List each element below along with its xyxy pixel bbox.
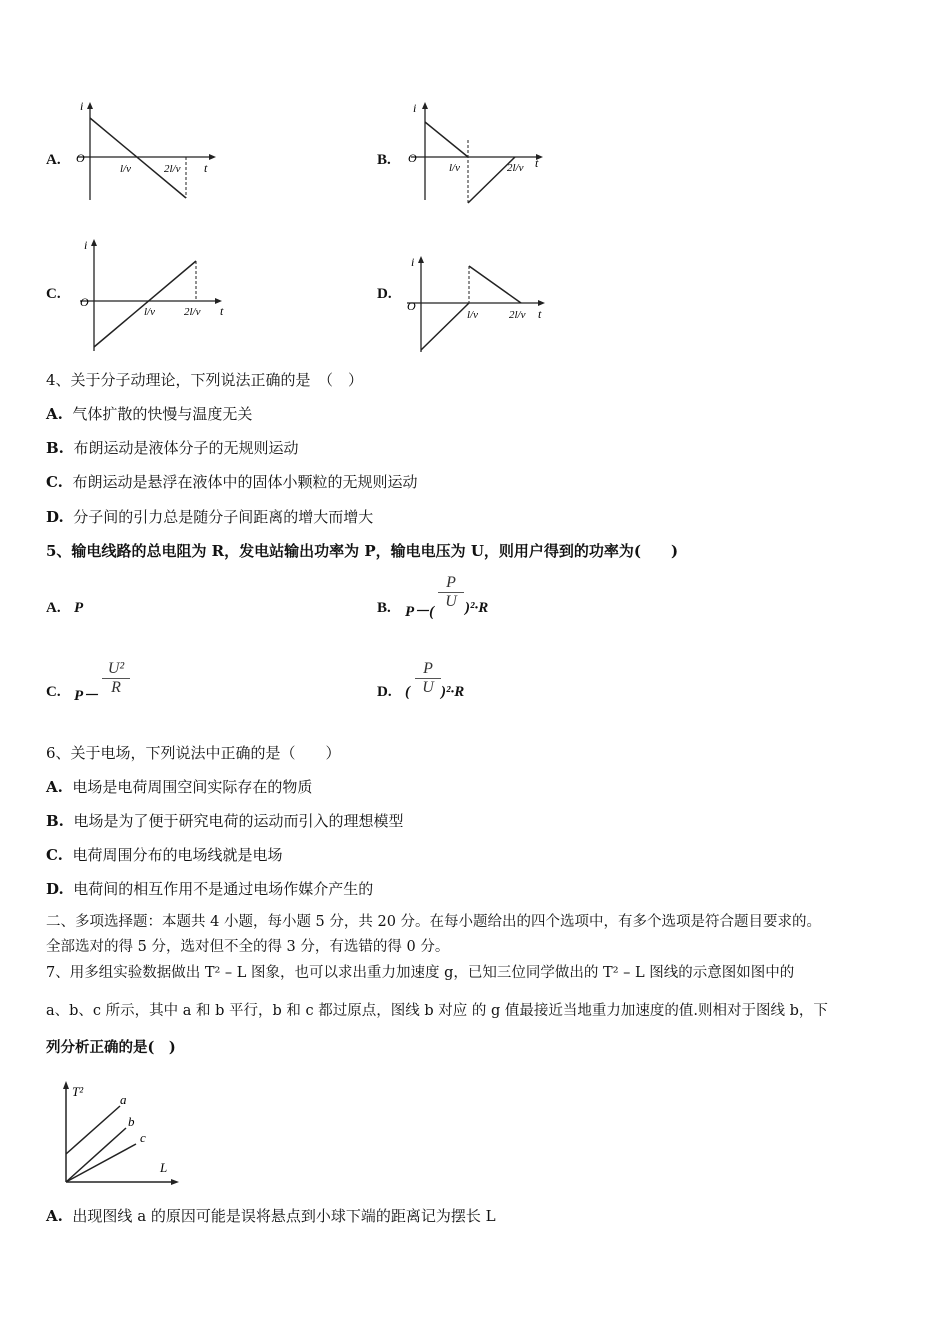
q4-option-c: C. 布朗运动是悬浮在液体中的固体小颗粒的无规则运动	[46, 473, 418, 491]
tick-label-2: 2l/v	[509, 309, 526, 321]
q7-graph	[48, 1078, 188, 1188]
tick-label-2: 2l/v	[164, 163, 181, 175]
axis-i-label: i	[411, 255, 415, 269]
section2-line1: 二、多项选择题：本题共 4 小题，每小题 5 分，共 20 分。在每小题给出的四个选项中，有多个选项是符合题目要求的。	[46, 914, 822, 930]
q7-line3: 列分析正确的是( )	[46, 1039, 176, 1056]
q5-stem: 5、输电线路的总电阻为 R，发电站输出功率为 P，输电电压为 U，则用户得到的功率为( )	[46, 542, 679, 560]
q6-option-c: C. 电荷周围分布的电场线就是电场	[46, 846, 283, 864]
q7-line1: 7、用多组实验数据做出 T² – L 图象，也可以求出重力加速度 g，已知三位同学做出的 T² – L 图线的示意图如图中的	[46, 965, 795, 981]
q4-option-b: B. 布朗运动是液体分子的无规则运动	[46, 439, 299, 457]
q7-option-a: A. 出现图线 a 的原因可能是误将悬点到小球下端的距离记为摆长 L	[46, 1207, 496, 1225]
origin-label: O	[76, 151, 85, 165]
x-axis-label: L	[160, 1160, 168, 1175]
q5-option-c-fraction	[102, 660, 130, 697]
q6-stem: 6、关于电场，下列说法中正确的是（ ）	[46, 744, 341, 762]
graph-a	[72, 100, 222, 206]
origin-label: O	[408, 151, 417, 165]
graph-option-a-label: A.	[46, 152, 61, 168]
q5-option-d-suffix: )²·R	[441, 684, 465, 700]
fraction-numerator: P	[423, 660, 433, 677]
line-b-label: b	[128, 1114, 135, 1129]
graph-option-d-label: D.	[377, 286, 392, 302]
q5-option-b-letter: B.	[377, 600, 391, 616]
y-axis-label: T²	[72, 1084, 84, 1099]
tick-label-1: l/v	[144, 306, 155, 318]
q4-stem: 4、关于分子动理论，下列说法正确的是 （ ）	[46, 371, 364, 389]
q6-option-b: B. 电场是为了便于研究电荷的运动而引入的理想模型	[46, 812, 404, 830]
axis-i-label: i	[80, 100, 84, 113]
axis-t-label: t	[204, 161, 208, 175]
fraction-denominator: R	[102, 678, 130, 697]
q4-option-d: D. 分子间的引力总是随分子间距离的增大而增大	[46, 508, 374, 526]
q5-option-d-letter: D.	[377, 684, 392, 700]
q5-option-d-fraction	[415, 660, 441, 697]
line-a	[66, 1106, 120, 1154]
axis-t-label: t	[538, 307, 542, 321]
axis-t-label: t	[220, 304, 224, 318]
q5-option-a-letter: A.	[46, 600, 61, 616]
tick-label-1: l/v	[467, 309, 478, 321]
section2-line2: 全部选对的得 5 分，选对但不全的得 3 分，有选错的得 0 分。	[46, 939, 450, 955]
graph-option-b-label: B.	[377, 152, 391, 168]
tick-label-1: l/v	[120, 163, 131, 175]
q5-option-d-prefix: (	[405, 684, 410, 700]
q4-option-a: A. 气体扩散的快慢与温度无关	[46, 405, 253, 423]
q7-line2: a、b、c 所示，其中 a 和 b 平行，b 和 c 都过原点，图线 b 对应 的 g 值最接近当地重力加速度的值.则相对于图线 b，下	[46, 1003, 828, 1019]
tick-label-2: 2l/v	[507, 162, 524, 174]
origin-label: O	[407, 299, 416, 313]
q5-option-b-prefix: P－(	[405, 604, 435, 620]
q5-option-c-letter: C.	[46, 684, 61, 700]
graph-option-c-label: C.	[46, 286, 61, 302]
fraction-numerator: P	[446, 574, 456, 591]
fraction-denominator: U	[415, 678, 441, 697]
graph-c	[72, 235, 232, 353]
line-a-label: a	[120, 1092, 127, 1107]
q5-option-c-prefix: P－	[74, 688, 99, 704]
origin-label: O	[80, 295, 89, 309]
q5-option-b-fraction	[438, 574, 464, 611]
axis-i-label: i	[413, 101, 417, 115]
q5-option-b-suffix: )²·R	[465, 600, 489, 616]
tick-label-1: l/v	[449, 162, 460, 174]
q6-option-d: D. 电荷间的相互作用不是通过电场作媒介产生的	[46, 880, 374, 898]
q5-option-a: P	[74, 600, 84, 616]
graph-b	[403, 100, 553, 206]
fraction-numerator: U²	[107, 660, 125, 677]
axis-i-label: i	[84, 238, 88, 252]
fraction-denominator: U	[438, 592, 464, 611]
axis-t-label: t	[535, 156, 539, 170]
line-c-label: c	[140, 1130, 146, 1145]
q6-option-a: A. 电场是电荷周围空间实际存在的物质	[46, 778, 313, 796]
tick-label-2: 2l/v	[184, 306, 201, 318]
graph-d	[403, 252, 553, 356]
